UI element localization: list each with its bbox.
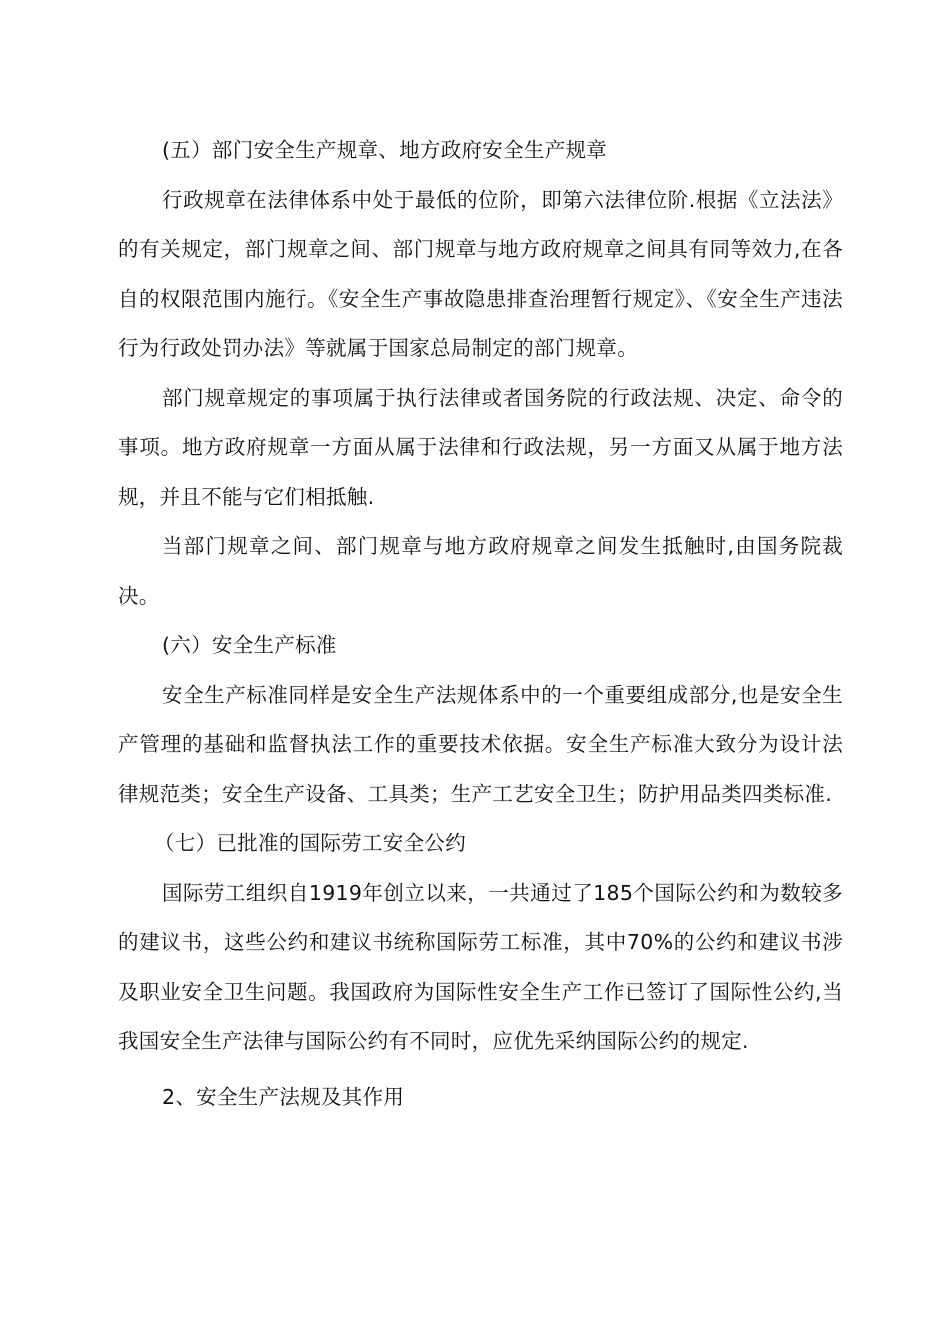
section-heading-7: （七）已批准的国际劳工安全公约: [154, 831, 466, 855]
section-heading-5: (五）部门安全生产规章、地方政府安全生产规章: [162, 138, 608, 162]
section-heading-2: 2、安全生产法规及其作用: [162, 1084, 405, 1109]
paragraph-safety-standards: 安全生产标准同样是安全生产法规体系中的一个重要组成部分,也是安全生产管理的基础和监督执法工作的重要技术依据。安全生产标准大致分为设计法律规范类；安全生产设备、工具类；生产工艺安全卫生；防护用品类四类标准.: [118, 682, 843, 806]
paragraph-administrative-rules: 行政规章在法律体系中处于最低的位阶，即第六法律位阶.根据《立法法》的有关规定，部门规章之间、部门规章与地方政府规章之间具有同等效力,在各自的权限范围内施行。《安全生产事故隐患排查治理暂行规定》、《安全生产违法行为行政处罚办法》等就属于国家总局制定的部门规章。: [118, 187, 843, 360]
paragraph-ilo-conventions: 国际劳工组织自1919年创立以来，一共通过了185个国际公约和为数较多的建议书，这些公约和建议书统称国际劳工标准，其中70%的公约和建议书涉及职业安全卫生问题。我国政府为国际性安全生产工作已签订了国际性公约,当我国安全生产法律与国际公约有不同时，应优先采纳国际公约的规定.: [118, 880, 843, 1053]
paragraph-conflict-resolution: 当部门规章之间、部门规章与地方政府规章之间发生抵触时,由国务院裁决。: [118, 534, 843, 608]
section-heading-6: (六）安全生产标准: [162, 633, 337, 657]
paragraph-department-rules-scope: 部门规章规定的事项属于执行法律或者国务院的行政法规、决定、命令的事项。地方政府规章一方面从属于法律和行政法规，另一方面又从属于地方法规，并且不能与它们相抵触.: [118, 385, 843, 509]
document-body: [118, 126, 843, 1122]
